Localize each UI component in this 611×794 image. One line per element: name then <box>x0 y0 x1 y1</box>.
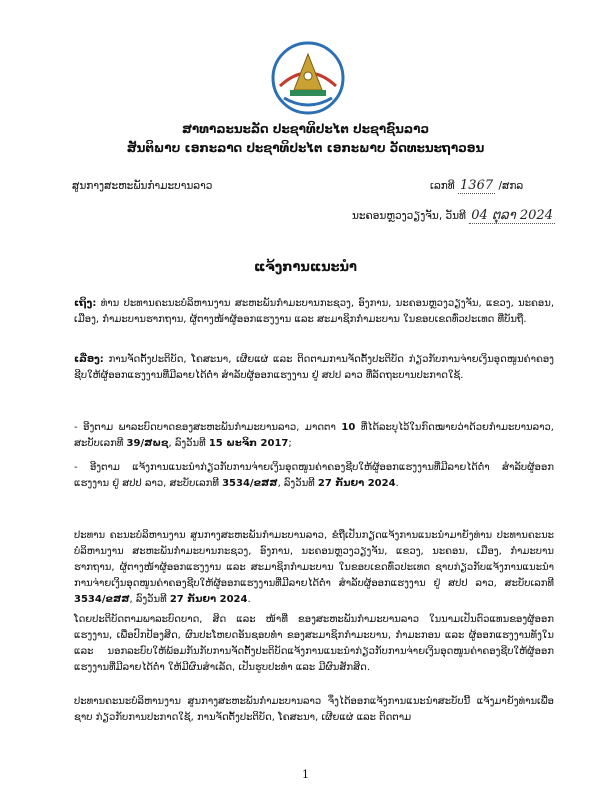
paragraph-text: . <box>247 594 251 605</box>
bullet-law-number: 39/ສພຊ <box>126 438 169 449</box>
page-number: 1 <box>302 768 309 781</box>
state-motto-heading: ສັນຕິພາບ ເອກະລາດ ປະຊາທິປະໄຕ ເອກະພາບ ວັດທະນະຖາວອນ <box>126 141 485 155</box>
notice-number: 3534/ຂສສ <box>74 594 130 605</box>
recipient-paragraph <box>74 296 554 328</box>
reference-number-handwritten: 1367 <box>460 178 494 193</box>
subject-paragraph <box>74 352 554 384</box>
bullet-text: - ອີງຕາມ ພາລະບົດບາດຂອງສະຫະພັນກຳມະບານລາວ, ມາດຕາ <box>74 422 342 433</box>
bullet-date: 27 ກັນຍາ 2024 <box>317 478 396 489</box>
reference-number <box>430 178 523 193</box>
state-name-heading: ສາທາລະນະລັດ ປະຊາທິປະໄຕ ປະຊາຊົນລາວ <box>181 122 430 136</box>
subject-text: ການຈັດຕັ້ງປະຕິບັດ, ໂຄສະນາ, ເຜີຍແຜ່ ແລະ ຕິດຕາມການຈັດຕັ້ງປະຕິບັດ ກ່ຽວກັບການຈ່າຍເງິນອຸດໜູນຄ່າຄອງຊີບໃຫ້ຜູ້ອອກແຮງງານທີ່ມີລາຍໄດ້ຕ່ຳ ສຳລັບຜູ້ອອກແຮງງານ ຢູ່ ສປປ ລາວ ທີ່ລັດຖະບານປະກາດໃຊ້. <box>74 354 554 381</box>
notice-date: 27 ກັນຍາ 2024 <box>169 594 248 605</box>
document-title: ແຈ້ງການແນະນຳ <box>254 260 357 275</box>
subject-label: ເລື່ອງ: <box>74 354 104 365</box>
body-paragraph-1 <box>74 528 554 608</box>
recipient-label: ເຖິງ: <box>74 298 97 309</box>
paragraph-text: ປະທານ ຄະນະບໍລິຫານງານ ສູນກາງສະຫະພັນກຳມະບານລາວ, ຂໍຖືເປັນກຽດແຈ້ງການແນະນຳມາຍັງທ່ານ ປະທານຄະນະບໍລິຫານງານ ສະຫະພັນກຳມະບານກະຊວງ, ອົງການ, ນະຄອນຫຼວງວຽງຈັນ, ແຂວງ, ນະຄອນ, ເມືອງ, ກຳມະບານຮາກຖານ, ຜູ້ຕາງໜ້າຜູ້ອອກແຮງງານ ແລະ ສະມາຊິກກຳມະບານ ໃນຂອບເຂດທົ່ວປະເທດ ຊາບກ່ຽວກັບແຈ້ງການແນະນຳການຈ່າຍເງິນອຸດໜູນຄ່າຄອງຊີບໃຫ້ຜູ້ອອກແຮງງານທີ່ມີລາຍໄດ້ຕ່ຳ ສຳລັບຜູ້ອອກແຮງງານ ຢູ່ ສປປ ລາວ, ສະບັບເລກທີ <box>74 530 554 589</box>
reference-label: ເລກທີ <box>430 180 455 192</box>
bullet-article-number: 10 <box>341 422 356 433</box>
bullet-notice-number: 3534/ຂສສ <box>222 478 278 489</box>
place-label: ນະຄອນຫຼວງວຽງຈັນ, ວັນທີ <box>352 210 466 222</box>
place-date-line <box>352 208 555 223</box>
reference-suffix: /ສກລ <box>498 180 524 192</box>
bullet-text: . <box>395 478 399 489</box>
bullet-text: , ລົງວັນທີ <box>277 478 318 489</box>
bullet-text: ທີ່ໄດ້ລະບຸໄວ້ໃນກົດໝາຍວ່າດ້ວຍກຳມະບານລາວ, ສະບັບເລກທີ <box>74 422 554 449</box>
paragraph-text: , ລົງວັນທີ <box>129 594 170 605</box>
reference-bullet-1 <box>74 420 554 452</box>
body-paragraph-2: ໂດຍປະຕິບັດຕາມພາລະບົດບາດ, ສິດ ແລະ ໜ້າທີ່ ຂອງສະຫະພັນກຳມະບານລາວ ໃນນາມເປັນຕົວແທນຂອງຜູ້ອອກແຮງງານ, ເພື່ອປົກປ້ອງສິດ, ຜົນປະໂຫຍດອັນຊອບທຳ ຂອງສະມາຊິກກຳມະບານ, ກຳມະກອນ ແລະ ຜູ້ອອກແຮງງານທັງໃນ ແລະ ນອກລະບົບໃຫ້ພ້ອມກັນກັບການຈັດຕັ້ງປະຕິບັດແຈ້ງການແນະນຳກ່ຽວກັບການຈ່າຍເງິນອຸດໜູນຄ່າຄອງຊີບໃຫ້ຜູ້ອອກແຮງງານທີ່ມີລາຍໄດ້ຕ່ຳ ໃຫ້ມີຜົນສຳເລັດ, ເປັນຮູບປະທຳ ແລະ ມີຜົນສັກສິດ. <box>74 614 554 673</box>
bullet-text: - ອີງຕາມ ແຈ້ງການແນະນຳກ່ຽວກັບການຈ່າຍເງິນອຸດໜູນຄ່າຄອງຊີບໃຫ້ຜູ້ອອກແຮງງານທີ່ມີລາຍໄດ້ຕ່ຳ ສຳລັບຜູ້ອອກແຮງງານ ຢູ່ ສປປ ລາວ, ສະບັບເລກທີ <box>74 462 554 489</box>
issuing-organization: ສູນກາງສະຫະພັນກຳມະບານລາວ <box>72 180 213 192</box>
recipient-text: ທ່ານ ປະທານຄະນະບໍລິຫານງານ ສະຫະພັນກຳມະບານກະຊວງ, ອົງການ, ນະຄອນຫຼວງວຽງຈັນ, ແຂວງ, ນະຄອນ, ເມືອງ, ກຳມະບານຮາກຖານ, ຜູ້ຕາງໜ້າຜູ້ອອກແຮງງານ ແລະ ສະມາຊິກກຳມະບານ ໃນຂອບເຂດທົ່ວປະເທດ ທີ່ບັນຖື. <box>74 298 554 325</box>
body-paragraph-3: ປະທານຄະນະບໍລິຫານງານ ສູນກາງສະຫະພັນກຳມະບານລາວ ຈຶ່ງໄດ້ອອກແຈ້ງການແນະນຳສະບັບນີ້ ແຈ້ງມາຍັງທ່ານເພື່ອຊາບ ກ່ຽວກັບການປະກາດໃຊ້, ການຈັດຕັ້ງປະຕິບັດ, ໂຄສະນາ, ເຜີຍແຜ່ ແລະ ຕິດຕາມ <box>74 696 554 723</box>
bullet-text: ; <box>288 438 292 449</box>
date-handwritten: 04 ຕຸລາ 2024 <box>471 208 553 223</box>
national-emblem-icon <box>270 40 346 116</box>
reference-bullet-2 <box>74 460 554 492</box>
bullet-date: 15 ພະຈິກ 2017 <box>208 438 289 449</box>
bullet-text: , ລົງວັນທີ <box>168 438 209 449</box>
